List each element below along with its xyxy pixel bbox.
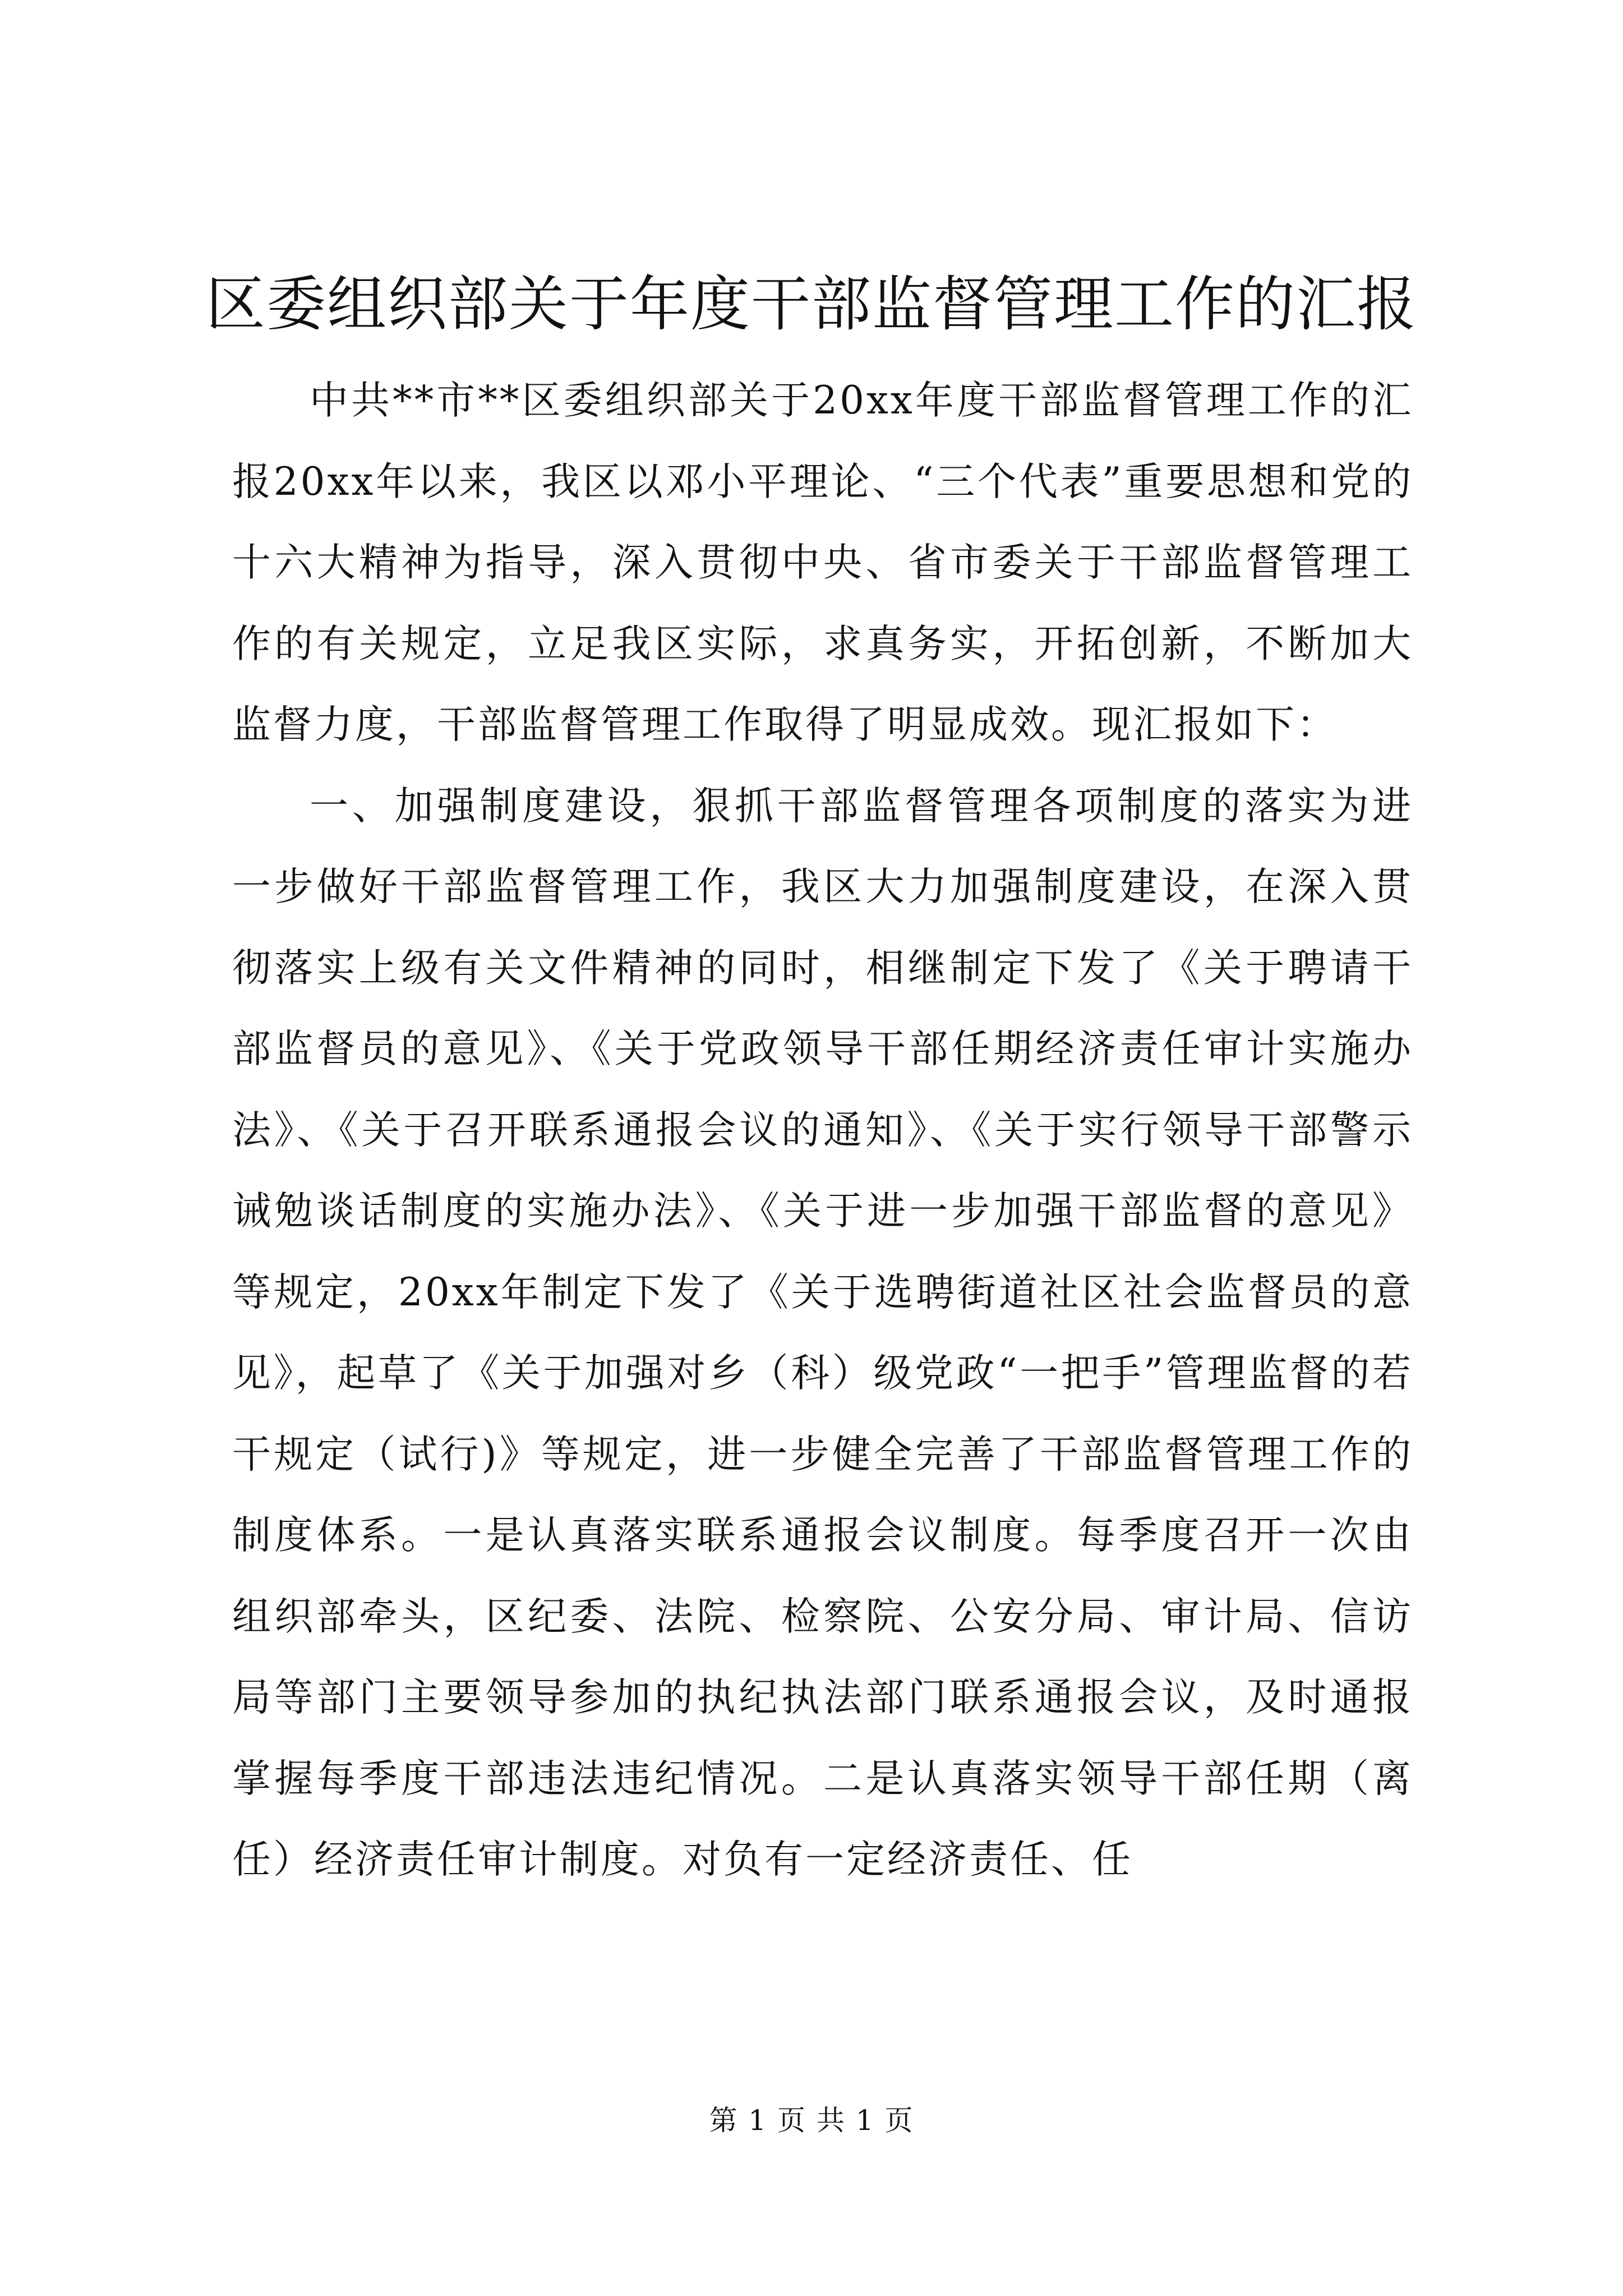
document-title: 区委组织部关于年度干部监督管理工作的汇报: [206, 270, 1417, 339]
document-body: [232, 360, 1413, 1901]
paragraph-intro: 中共**市**区委组织部关于20xx年度干部监督管理工作的汇报20xx年以来，我区以邓小平理论、“三个代表”重要思想和党的十六大精神为指导，深入贯彻中央、省市委关于干部监督管理工作的有关规定，立足我区实际，求真务实，开拓创新，不断加大监督力度，干部监督管理工作取得了明显成效。现汇报如下：: [232, 378, 1413, 747]
page-footer: 第 1 页 共 1 页: [709, 2104, 914, 2137]
paragraph-section-one: 一、加强制度建设，狠抓干部监督管理各项制度的落实为进一步做好干部监督管理工作，我区大力加强制度建设，在深入贯彻落实上级有关文件精神的同时，相继制定下发了《关于聘请干部监督员的意见》、《关于党政领导干部任期经济责任审计实施办法》、《关于召开联系通报会议的通知》、《关于实行领导干部警示诫勉谈话制度的实施办法》、《关于进一步加强干部监督的意见》等规定，20xx年制定下发了《关于选聘街道社区社会监督员的意见》，起草了《关于加强对乡（科）级党政“一把手”管理监督的若干规定（试行)》等规定，进一步健全完善了干部监督管理工作的制度体系。一是认真落实联系通报会议制度。每季度召开一次由组织部牵头，区纪委、法院、检察院、公安分局、审计局、信访局等部门主要领导参加的执纪执法部门联系通报会议，及时通报掌握每季度干部违法违纪情况。二是认真落实领导干部任期（离任）经济责任审计制度。对负有一定经济责任、任: [232, 783, 1413, 1882]
